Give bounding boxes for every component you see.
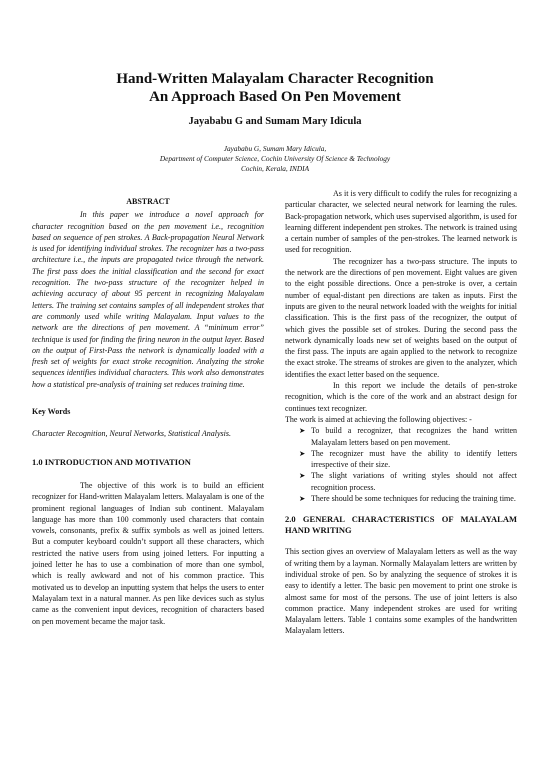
objective-item: ➤ To build a recognizer, that recognizes the hand written Malayalam letters based on pen movement. bbox=[299, 425, 517, 448]
objectives-list bbox=[285, 425, 517, 504]
section1-paragraph4: In this report we include the details of pen-stroke recognition, which is the core of the work and an abstract design for continues text recognizer. bbox=[285, 381, 517, 413]
keywords-heading: Key Words bbox=[32, 407, 71, 417]
affiliation-department: Department of Computer Science, Cochin University Of Science & Technology bbox=[159, 154, 391, 163]
affiliation-location: Cochin, Kerala, INDIA bbox=[240, 164, 310, 173]
objective-item: ➤ The slight variations of writing styles should not affect recognition process. bbox=[299, 470, 517, 493]
abstract-heading: ABSTRACT bbox=[126, 197, 170, 206]
right-column bbox=[285, 188, 517, 637]
section2-heading: 2.0 GENERAL CHARACTERISTICS OF MALAYALAM HAND WRITING bbox=[285, 514, 517, 536]
objectives-intro: The work is aimed at achieving the following objectives: - bbox=[285, 414, 472, 424]
left-column bbox=[32, 196, 264, 627]
abstract-text: In this paper we introduce a novel approach for character recognition based on the pen movement i.e., recognition based on sequence of pen strokes. A Back-propagation Neural Network is used for identifying individual strokes. The recognizer has a two-pass architecture i.e., the inputs are propagated twice through the network. The first pass does the initial classification and the second for exact recognition. The two-pass structure of the recognizer helped in achieving accuracy of about 95 percent in recognizing Malayalam letters. The training set contains samples of all independent strokes that are commonly used while writing Malayalam. Input values to the network are the directions of pen movement. A “minimum error” technique is used for finding the firing neuron in the output layer. Based on the output of First-Pass the network is dynamically loaded with a fresh set of weights for exact stroke recognition. Analyzing the stroke sequences identifies individual characters. This work also demonstrates how a statistical pre-analysis of training set reduces training time. bbox=[32, 210, 264, 389]
affiliation-names: Jayababu G, Sumam Mary Idicula, bbox=[223, 144, 327, 153]
paper-title-line1: Hand-Written Malayalam Character Recognition bbox=[116, 71, 434, 87]
keywords-text: Character Recognition, Neural Networks, Statistical Analysis. bbox=[32, 429, 231, 439]
paper-title-line2: An Approach Based On Pen Movement bbox=[149, 89, 401, 105]
objective-item: ➤ There should be some techniques for reducing the training time. bbox=[299, 493, 517, 504]
section2-paragraph1: This section gives an overview of Malayalam letters as well as the way of writing them by a layman. Normally Malayalam letters are written by individual stroke of pen. So by analyzing the sequence of strokes it is easy to identify a letter. The basic pen movement to print one stroke is almost same for most of the persons. The use of joint letters is also common practice. Many independent strokes are used for writing Malayalam letters. Table 1 contains some examples of the handwritten Malayalam letters. bbox=[285, 547, 517, 636]
section1-paragraph1: The objective of this work is to build an efficient recognizer for Hand-written Malayalam letters. Malayalam is one of the prominent regional languages of Indian sub continent. Malayalam language has more than 100 commonly used characters that contain vowels, consonants, prefix & suffix symbols as well as joined letters. But a computer keyboard couldn’t support all these characters, which restricted the native users from using joined letters. For inputting a joined letter he has to use a combination of more than one symbol, which is really awkward and not of his common practice. This motivated us to develop an inputting system that helps the users to enter Malayalam text in a natural manner. As pen like devices such as stylus came as the convenient input devices, recognition of characters based on pen movement became the major task. bbox=[32, 480, 264, 626]
section1-paragraph2: As it is very difficult to codify the rules for recognizing a particular character, we selected neural network for learning the rules. Back-propagation network, which uses supervised algorithm, is used for learning different independent pen strokes. The network is trained using a certain number of samples of the pen-strokes. The learned network is used for recognition. bbox=[285, 189, 517, 255]
section1-heading: 1.0 INTRODUCTION AND MOTIVATION bbox=[32, 456, 191, 467]
author-list: Jayababu G and Sumam Mary Idicula bbox=[188, 116, 362, 127]
objective-item: ➤ The recognizer must have the ability to identify letters irrespective of their size. bbox=[299, 448, 517, 471]
section1-paragraph3: The recognizer has a two-pass structure. The inputs to the network are the directions of pen movement. Eight values are given to the eight possible directions. Once a pen-stroke is over, a certain number of equal-distant pen directions are taken as inputs. First the inputs are given to the neural network loaded with the weights for initial classification. This is the first pass of the recognizer, the output of which gives the possible set of strokes. During the second pass the network dynamically loads new set of weights based on the output of the first pass. The inputs are again applied to the network to recognize the exact stroke. The streams of strokes are given to the analyzer, which identifies the exact letter based on the sequence. bbox=[285, 256, 517, 379]
